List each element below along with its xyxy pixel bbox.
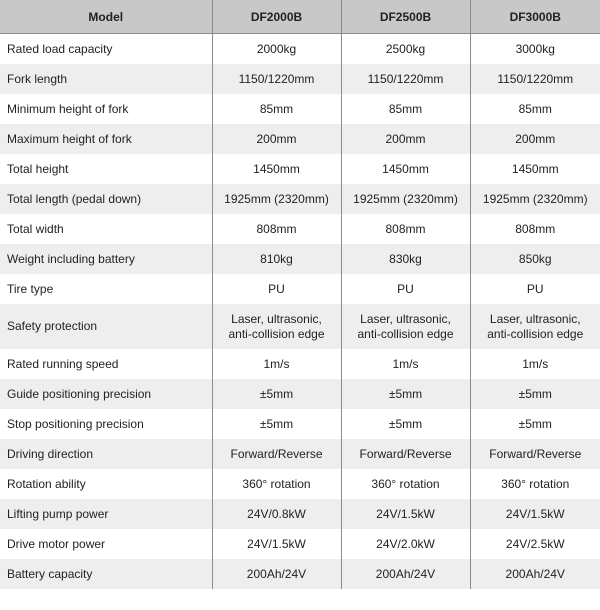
spec-label: Rotation ability [0,469,212,499]
table-row [0,34,600,65]
spec-label: Rated load capacity [0,34,212,65]
spec-label: Minimum height of fork [0,94,212,124]
spec-value: 360° rotation [341,469,470,499]
table-row [0,529,600,559]
spec-label: Rated running speed [0,349,212,379]
spec-value: 200mm [470,124,600,154]
spec-value: 360° rotation [470,469,600,499]
table-row [0,274,600,304]
header-model: Model [0,0,212,34]
spec-value: 24V/1.5kW [341,499,470,529]
spec-label: Lifting pump power [0,499,212,529]
header-row [0,0,600,34]
table-row [0,409,600,439]
table-row [0,469,600,499]
spec-value: 808mm [341,214,470,244]
spec-value: 85mm [470,94,600,124]
spec-value: 1450mm [341,154,470,184]
spec-value: Forward/Reverse [212,439,341,469]
spec-value: PU [212,274,341,304]
table-row [0,214,600,244]
spec-value: 1925mm (2320mm) [470,184,600,214]
spec-label: Weight including battery [0,244,212,274]
spec-value: 24V/0.8kW [212,499,341,529]
spec-label: Driving direction [0,439,212,469]
spec-value: 24V/2.0kW [341,529,470,559]
spec-value: 850kg [470,244,600,274]
spec-label: Maximum height of fork [0,124,212,154]
spec-value: Laser, ultrasonic, anti-collision edge [212,304,341,349]
spec-value: 808mm [470,214,600,244]
table-row [0,94,600,124]
spec-value: 830kg [341,244,470,274]
spec-value: 200mm [212,124,341,154]
spec-value: ±5mm [470,409,600,439]
header-df2500b: DF2500B [341,0,470,34]
spec-value: 200Ah/24V [470,559,600,589]
table-row [0,439,600,469]
table-row [0,499,600,529]
spec-label: Tire type [0,274,212,304]
table-row [0,244,600,274]
spec-value: 24V/2.5kW [470,529,600,559]
table-row [0,379,600,409]
table-row [0,559,600,589]
spec-value: 1m/s [341,349,470,379]
table-row [0,124,600,154]
spec-value: Laser, ultrasonic, anti-collision edge [470,304,600,349]
table-row [0,184,600,214]
spec-value: 1450mm [212,154,341,184]
spec-value: 1m/s [212,349,341,379]
spec-value: Forward/Reverse [341,439,470,469]
spec-value: 808mm [212,214,341,244]
spec-value: 2500kg [341,34,470,65]
spec-value: PU [341,274,470,304]
spec-value: 3000kg [470,34,600,65]
spec-value: ±5mm [470,379,600,409]
header-df2000b: DF2000B [212,0,341,34]
spec-value: 200Ah/24V [212,559,341,589]
spec-value: 360° rotation [212,469,341,499]
table-row [0,349,600,379]
spec-value: 85mm [212,94,341,124]
spec-value: 1925mm (2320mm) [341,184,470,214]
spec-label: Total length (pedal down) [0,184,212,214]
spec-value: 200Ah/24V [341,559,470,589]
spec-value: 85mm [341,94,470,124]
spec-value: ±5mm [341,379,470,409]
spec-value: PU [470,274,600,304]
spec-value: 1450mm [470,154,600,184]
spec-value: 24V/1.5kW [212,529,341,559]
spec-value: 1150/1220mm [470,64,600,94]
spec-value: ±5mm [212,379,341,409]
spec-value: 2000kg [212,34,341,65]
spec-value: 1925mm (2320mm) [212,184,341,214]
spec-label: Fork length [0,64,212,94]
spec-value: 1150/1220mm [341,64,470,94]
spec-value: 200mm [341,124,470,154]
spec-label: Total height [0,154,212,184]
spec-value: ±5mm [212,409,341,439]
spec-value: 810kg [212,244,341,274]
table-row [0,64,600,94]
spec-label: Total width [0,214,212,244]
spec-label: Guide positioning precision [0,379,212,409]
spec-value: 1m/s [470,349,600,379]
table-row [0,154,600,184]
spec-label: Stop positioning precision [0,409,212,439]
spec-value: ±5mm [341,409,470,439]
spec-value: 24V/1.5kW [470,499,600,529]
spec-body [0,34,600,590]
spec-label: Safety protection [0,304,212,349]
spec-label: Battery capacity [0,559,212,589]
spec-value: Laser, ultrasonic, anti-collision edge [341,304,470,349]
spec-value: Forward/Reverse [470,439,600,469]
table-row [0,304,600,349]
spec-label: Drive motor power [0,529,212,559]
header-df3000b: DF3000B [470,0,600,34]
spec-value: 1150/1220mm [212,64,341,94]
